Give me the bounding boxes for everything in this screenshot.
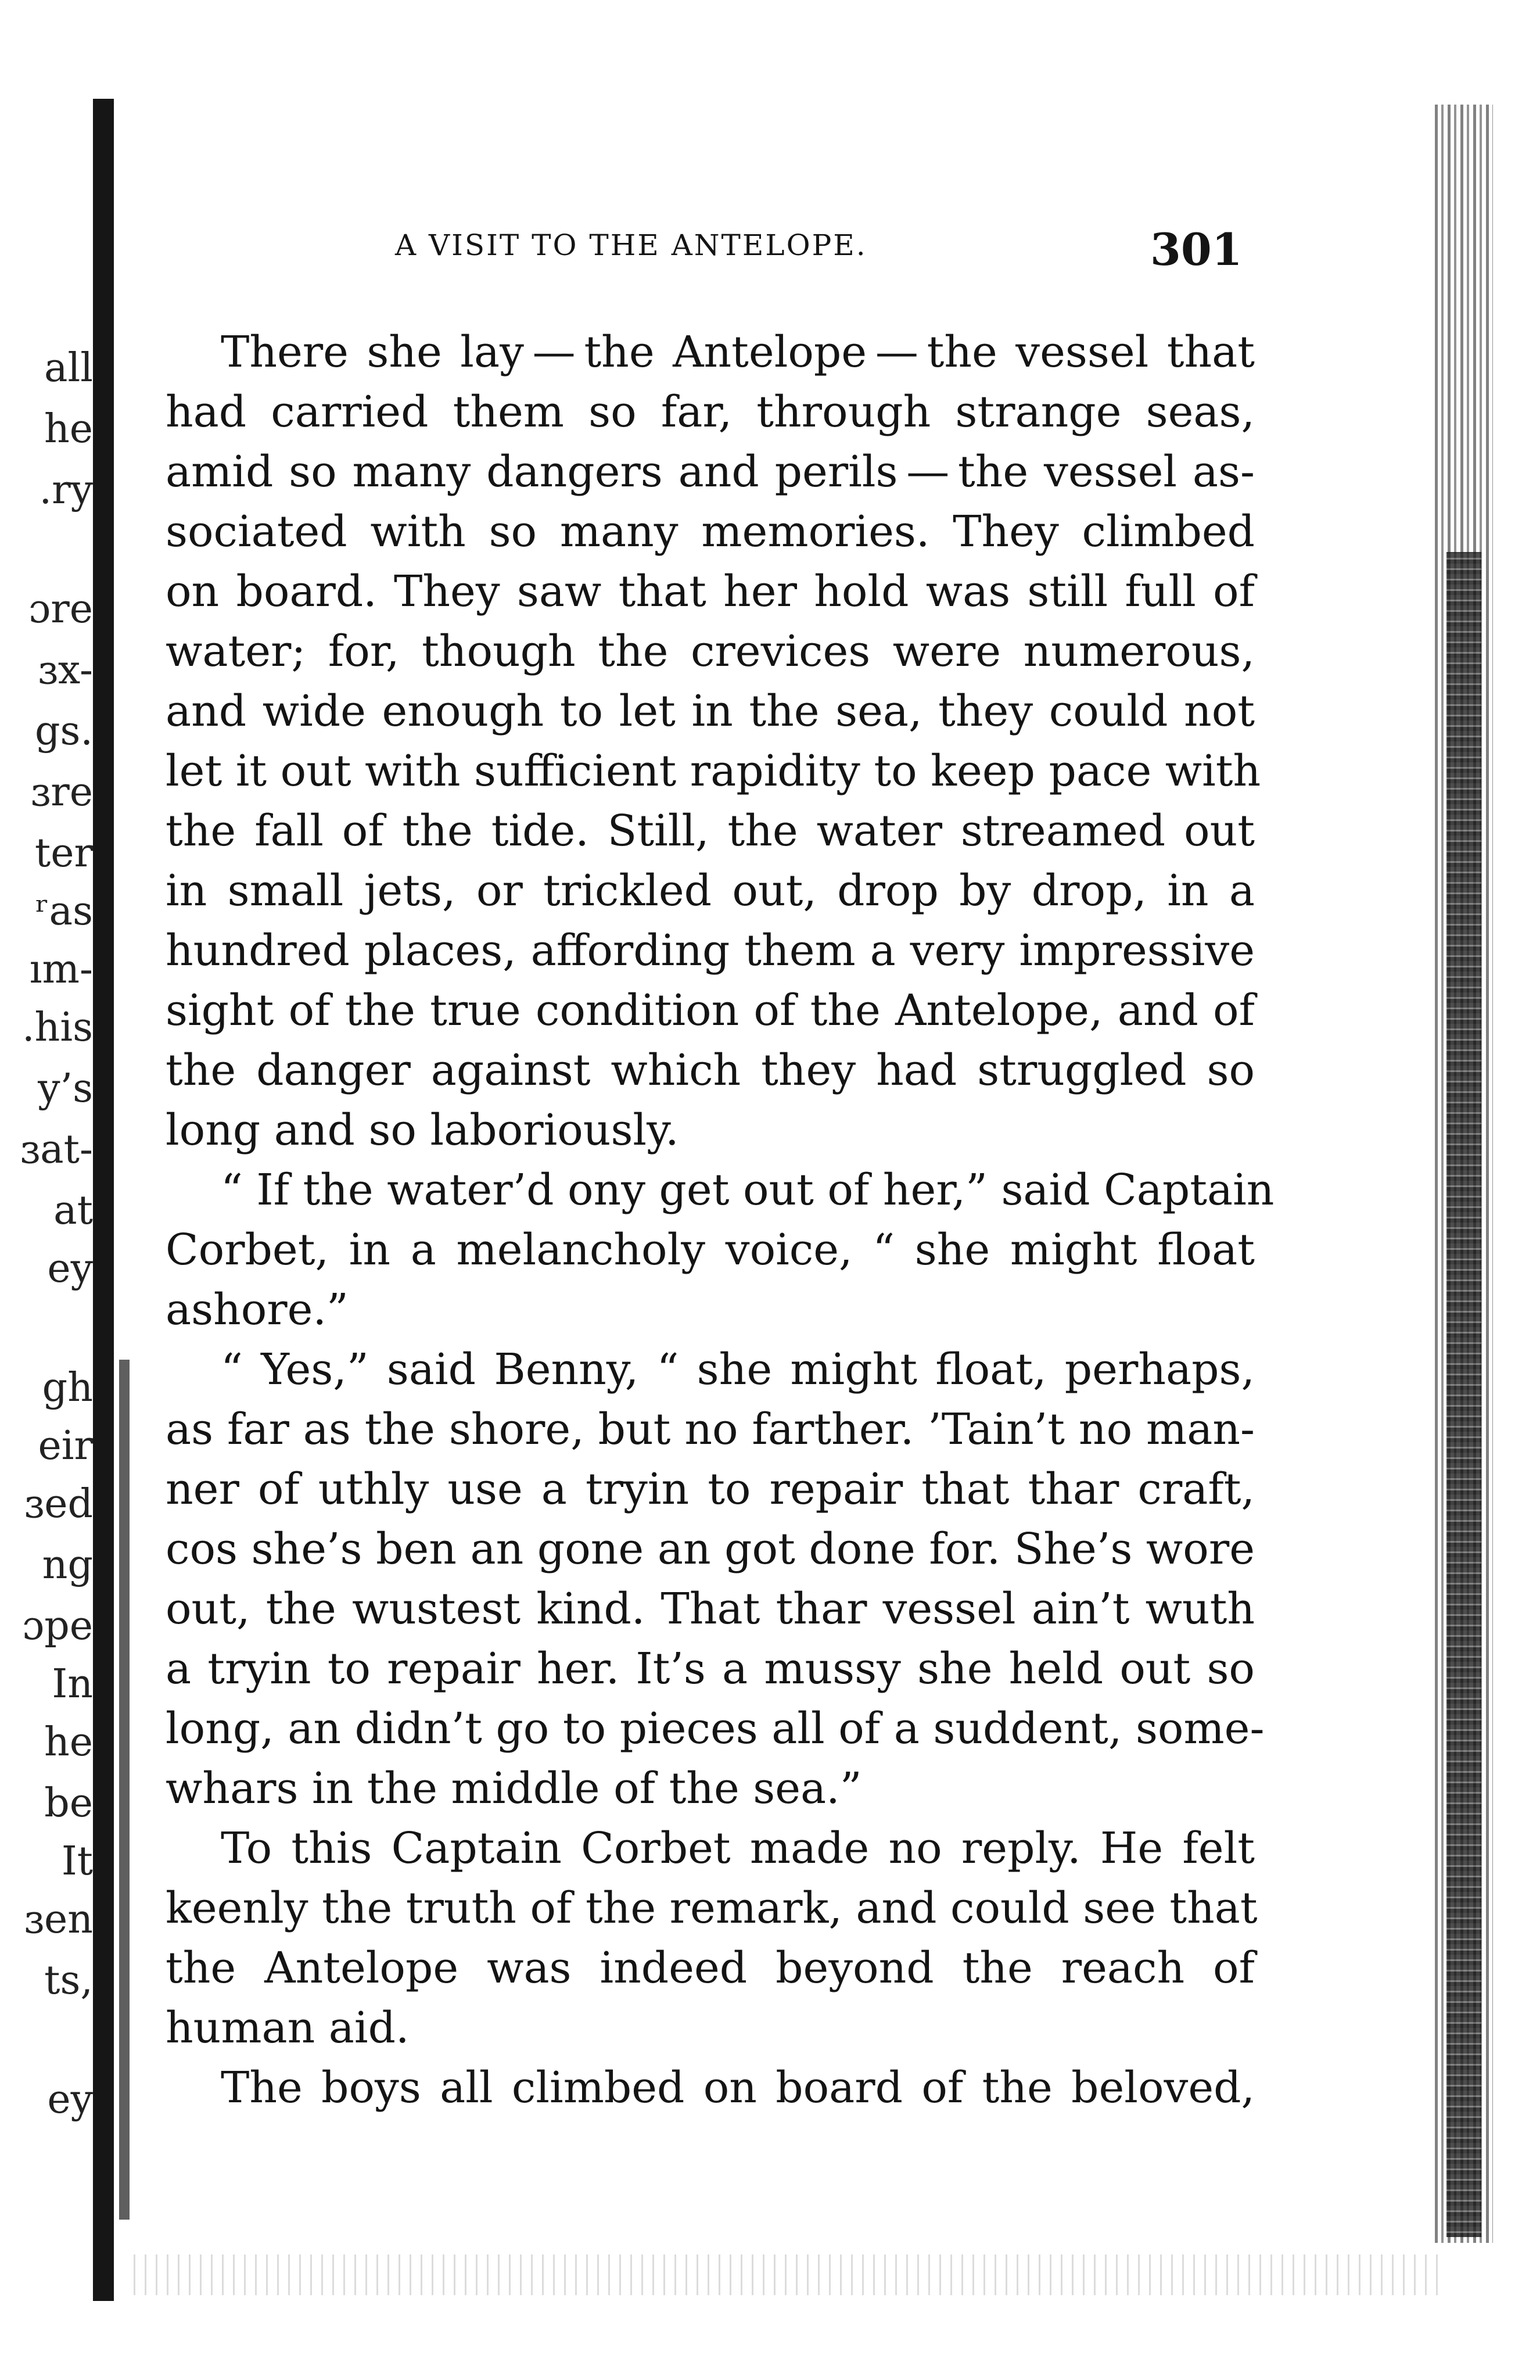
text-line: a tryin to repair her. It’s a mussy she held out so [166, 1644, 1255, 1694]
text-line: keenly the truth of the remark, and could see that [166, 1883, 1258, 1933]
facing-page-fragment: ɜre [30, 769, 93, 815]
text-line: as far as the shore, but no farther. ’Tain’t no man- [166, 1404, 1255, 1454]
text-line: on board. They saw that her hold was still full of [166, 567, 1255, 616]
text-line: let it out with sufficient rapidity to keep pace with [166, 746, 1261, 796]
facing-page-fragment: ter [34, 830, 93, 876]
text-line: human aid. [166, 2003, 410, 2053]
facing-page-fragment: ɜx- [38, 647, 93, 693]
facing-page-fragment: at [53, 1188, 93, 1234]
text-line: and wide enough to let in the sea, they could not [166, 686, 1255, 736]
facing-page-fragment: It [61, 1838, 93, 1884]
facing-page-fragment: ʳas [35, 888, 93, 934]
facing-page-fragment: all [44, 345, 93, 391]
text-line: hundred places, affording them a very impressive [166, 926, 1255, 976]
facing-page-fragment: gs. [34, 708, 93, 754]
page-edge-right-shadow [1446, 552, 1481, 2237]
text-line: whars in the middle of the sea.” [166, 1764, 862, 1813]
facing-page-fragment: ɜen [24, 1897, 93, 1942]
facing-page-fragment: .his [21, 1005, 93, 1051]
facing-page-fragment: be [44, 1780, 93, 1826]
text-line: water; for, though the crevices were numerous, [166, 626, 1255, 676]
facing-page-fragment: ts, [44, 1958, 93, 2003]
text-line: long, an didn’t go to pieces all of a suddent, some- [166, 1704, 1265, 1754]
facing-page-fragment: he [44, 1719, 93, 1765]
text-line: Corbet, in a melancholy voice, “ she might float [166, 1225, 1255, 1275]
page-number: 301 [1150, 224, 1243, 275]
text-line: The boys all climbed on board of the beloved, [221, 2063, 1255, 2113]
facing-page-fragment: In [52, 1661, 93, 1707]
facing-page-fragment: he [44, 406, 93, 452]
facing-page-fragment: .ry [39, 467, 93, 513]
text-line: had carried them so far, through strange seas, [166, 387, 1255, 437]
text-line: ner of uthly use a tryin to repair that thar craft, [166, 1464, 1255, 1514]
facing-page-fragment: y’s [38, 1066, 93, 1112]
text-line: ashore.” [166, 1285, 349, 1335]
text-line: “ If the water’d ony get out of her,” said Captain [221, 1165, 1275, 1215]
facing-page-fragment: ey [47, 2077, 93, 2123]
facing-page-fragment: gh [42, 1365, 93, 1411]
facing-page-fragment: eir [38, 1423, 93, 1469]
text-line: the danger against which they had struggled so [166, 1045, 1255, 1095]
text-line: in small jets, or trickled out, drop by drop, in a [166, 866, 1255, 916]
body-text [166, 322, 1275, 2118]
facing-page-fragment: ɜat- [20, 1127, 93, 1173]
facing-page-fragment: ɜed [24, 1481, 93, 1527]
text-line: sight of the true condition of the Antelope, and of [166, 985, 1255, 1035]
facing-page-fragment: ɔre [28, 586, 93, 632]
facing-page-fragment: ɔpe [22, 1603, 93, 1649]
bottom-edge-smudge [134, 2254, 1441, 2295]
page-header [395, 224, 1278, 276]
facing-page-fragment: ım- [29, 947, 93, 992]
text-line: There she lay — the Antelope — the vessel that [221, 327, 1255, 377]
binding-gutter-shadow-inner [119, 1360, 130, 2220]
text-line: cos she’s ben an gone an got done for. She’s wore [166, 1524, 1255, 1574]
text-line: “ Yes,” said Benny, “ she might float, perhaps, [221, 1345, 1255, 1395]
text-line: amid so many dangers and perils — the vessel as- [166, 447, 1255, 497]
facing-page-fragment: ey [47, 1246, 93, 1292]
text-line: the fall of the tide. Still, the water streamed out [166, 806, 1255, 856]
facing-page-fragment: ng [42, 1542, 93, 1588]
text-line: long and so laboriously. [166, 1105, 679, 1155]
text-line: out, the wustest kind. That thar vessel ain’t wuth [166, 1584, 1255, 1634]
text-line: the Antelope was indeed beyond the reach of [166, 1943, 1255, 1993]
facing-page-fragments [0, 0, 93, 2380]
binding-gutter-shadow [93, 99, 114, 2301]
running-head: A VISIT TO THE ANTELOPE. [395, 228, 867, 262]
text-line: sociated with so many memories. They climbed [166, 507, 1255, 557]
text-line: To this Captain Corbet made no reply. He felt [221, 1823, 1255, 1873]
